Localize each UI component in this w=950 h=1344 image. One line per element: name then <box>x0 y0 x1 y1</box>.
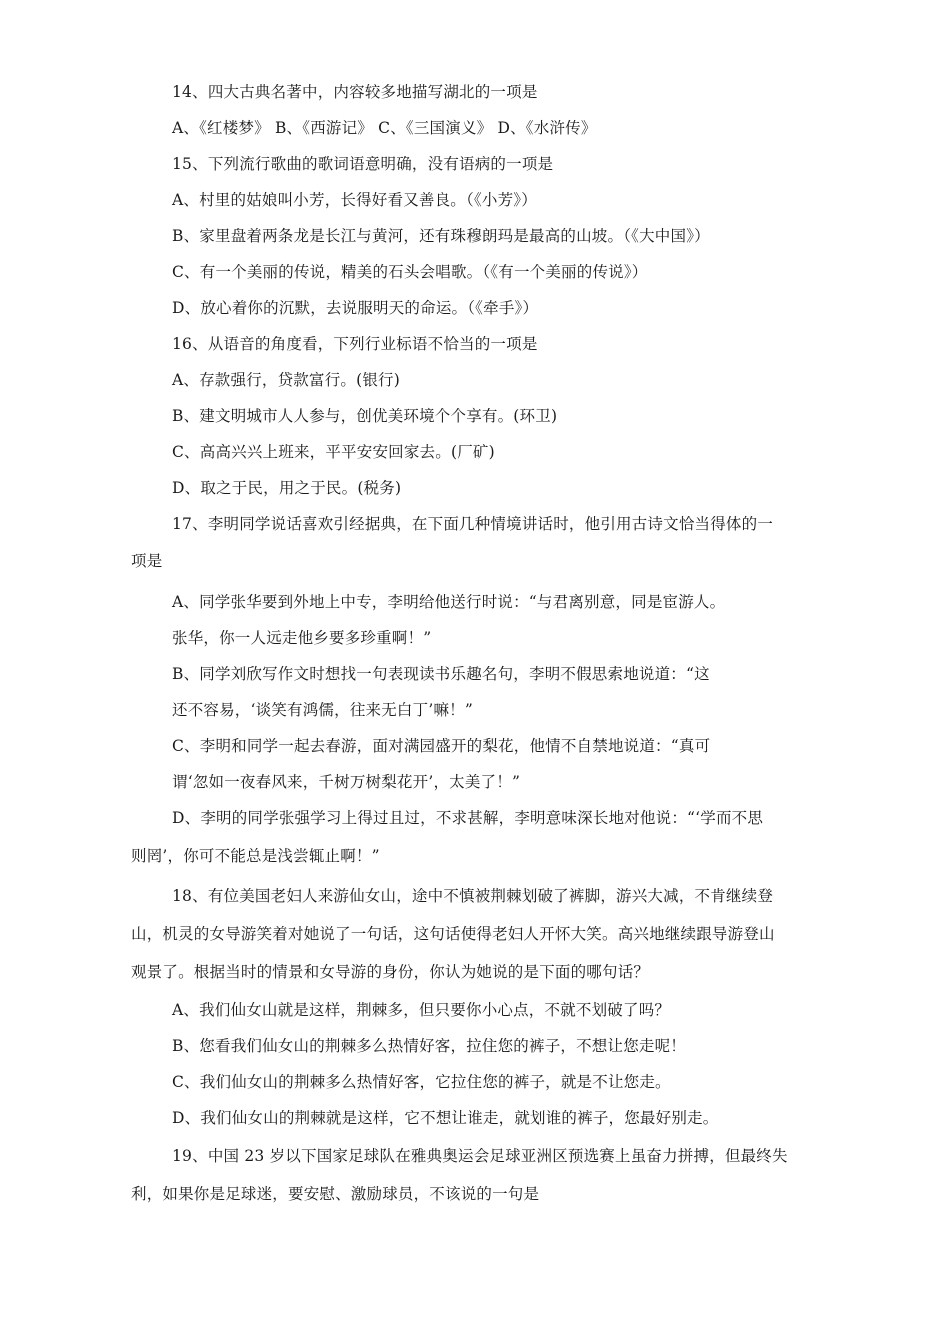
q17-option-a-cont: 张华，你一人远走他乡要多珍重啊！” <box>172 629 432 647</box>
q17-option-c: C、李明和同学一起去春游，面对满园盛开的梨花，他情不自禁地说道：“真可 <box>172 737 711 755</box>
q17-option-b-cont: 还不容易，‘谈笑有鸿儒，往来无白丁’嘛！” <box>172 701 473 719</box>
q19-stem: 19、中国 23 岁以下国家足球队在雅典奥运会足球亚洲区预选赛上虽奋力拼搏，但最终失 <box>172 1147 788 1165</box>
q15-option-b: B、家里盘着两条龙是长江与黄河，还有珠穆朗玛是最高的山坡。（《大中国》） <box>172 227 710 245</box>
q15-option-c: C、有一个美丽的传说，精美的石头会唱歌。（《有一个美丽的传说》） <box>172 263 648 281</box>
q14-options: A、《红楼梦》 B、《西游记》 C、《三国演义》 D、《水浒传》 <box>172 119 597 137</box>
q18-option-c: C、我们仙女山的荆棘多么热情好客，它拉住您的裤子，就是不让您走。 <box>172 1073 671 1091</box>
q17-stem-cont: 项是 <box>131 552 163 570</box>
q18-option-b: B、您看我们仙女山的荆棘多么热情好客，拉住您的裤子，不想让您走呢！ <box>172 1037 686 1055</box>
q18-option-a: A、我们仙女山就是这样，荆棘多，但只要你小心点，不就不划破了吗？ <box>172 1001 671 1019</box>
q16-option-c: C、高高兴兴上班来，平平安安回家去。(厂矿) <box>172 443 495 461</box>
q16-option-a: A、存款强行，贷款富行。(银行) <box>172 371 400 389</box>
q18-stem-cont-1: 山，机灵的女导游笑着对她说了一句话，这句话使得老妇人开怀大笑。高兴地继续跟导游登山 <box>131 925 775 943</box>
q15-option-a: A、村里的姑娘叫小芳，长得好看又善良。（《小芳》） <box>172 191 537 209</box>
q16-option-d: D、取之于民，用之于民。(税务) <box>172 479 402 497</box>
q15-stem: 15、下列流行歌曲的歌词语意明确，没有语病的一项是 <box>172 155 554 173</box>
q18-option-d: D、我们仙女山的荆棘就是这样，它不想让谁走，就划谁的裤子，您最好别走。 <box>172 1109 719 1127</box>
q18-stem-cont-2: 观景了。根据当时的情景和女导游的身份，你认为她说的是下面的哪句话？ <box>131 963 650 981</box>
q17-option-b: B、同学刘欣写作文时想找一句表现读书乐趣名句，李明不假思索地说道：“这 <box>172 665 710 683</box>
q17-option-d-cont: 则罔’，你可不能总是浅尝辄止啊！” <box>131 847 380 865</box>
q17-stem: 17、李明同学说话喜欢引经据典，在下面几种情境讲话时，他引用古诗文恰当得体的一 <box>172 515 774 533</box>
q17-option-c-cont: 谓‘忽如一夜春风来，千树万树梨花开’，太美了！” <box>172 773 521 791</box>
q19-stem-cont: 利，如果你是足球迷，要安慰、激励球员，不该说的一句是 <box>131 1185 540 1203</box>
q18-stem: 18、有位美国老妇人来游仙女山，途中不慎被荆棘划破了裤脚，游兴大减，不肯继续登 <box>172 887 774 905</box>
q16-option-b: B、建文明城市人人参与，创优美环境个个享有。(环卫) <box>172 407 558 425</box>
q17-option-a: A、同学张华要到外地上中专，李明给他送行时说：“与君离别意，同是宦游人。 <box>172 593 726 611</box>
q17-option-d: D、李明的同学张强学习上得过且过，不求甚解，李明意味深长地对他说：“‘学而不思 <box>172 809 764 827</box>
q16-stem: 16、从语音的角度看，下列行业标语不恰当的一项是 <box>172 335 538 353</box>
q15-option-d: D、放心着你的沉默，去说服明天的命运。（《牵手》） <box>172 299 539 317</box>
q14-stem: 14、四大古典名著中，内容较多地描写湖北的一项是 <box>172 83 538 101</box>
